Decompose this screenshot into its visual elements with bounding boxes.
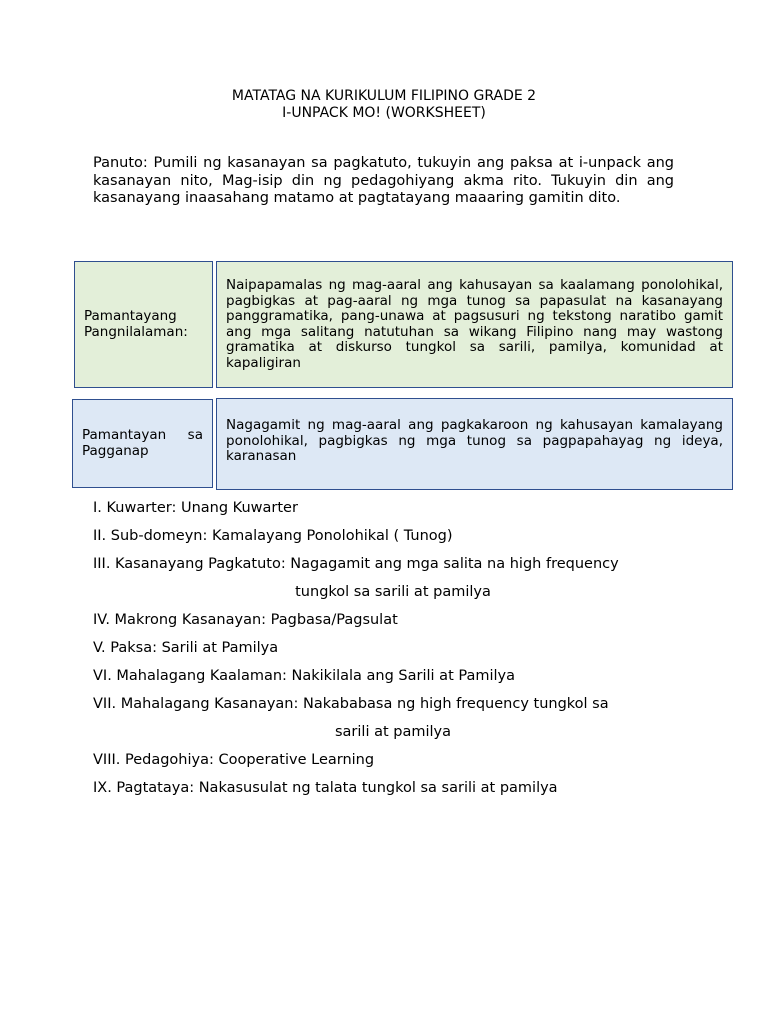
list-item: III. Kasanayang Pagkatuto: Nagagamit ang mga salita na high frequency xyxy=(93,556,619,572)
list-item: V. Paksa: Sarili at Pamilya xyxy=(93,640,279,656)
content-standard-text: Naipapamalas ng mag-aaral ang kahusayan sa kaalamang ponolohikal, pagbigkas at pag-aaral ng mga tunog sa papasulat na kasanayang panggramatika, pang-unawa at pagsusuri ng tekstong naratibo gamit ang mga salitang natutuhan sa wikang Filipino nang may wastong gramatika at diskurso tungkol sa sarili, pamilya, komunidad at kapaligiran xyxy=(226,277,723,371)
list-item-continuation: sarili at pamilya xyxy=(334,724,451,740)
worksheet-details-list xyxy=(93,498,693,806)
performance-standard-label-box xyxy=(72,399,213,488)
list-item: VIII. Pedagohiya: Cooperative Learning xyxy=(93,752,375,768)
performance-standard-text: Nagagamit ng mag-aaral ang pagkakaroon ng kahusayan kamalayang ponolohikal, pagbigkas ng mga tunog sa pagpapahayag ng ideya, karanasan xyxy=(226,417,723,464)
performance-standard-text-box xyxy=(216,398,733,490)
content-standard-label: Pamantayang Pangnilalaman: xyxy=(84,308,188,340)
document-title: MATATAG NA KURIKULUM FILIPINO GRADE 2 xyxy=(231,88,537,104)
content-standard-label-box xyxy=(74,261,213,388)
list-item-continuation: tungkol sa sarili at pamilya xyxy=(295,584,491,600)
list-item: IV. Makrong Kasanayan: Pagbasa/Pagsulat xyxy=(93,612,398,628)
list-item: VI. Mahalagang Kaalaman: Nakikilala ang Sarili at Pamilya xyxy=(93,668,515,684)
instructions-paragraph: Panuto: Pumili ng kasanayan sa pagkatuto, tukuyin ang paksa at i-unpack ang kasanayan nito, Mag-isip din ng pedagohiyang akma rito. Tukuyin din ang kasanayang inaasahang matamo at pagtatayang maaaring gamitin dito. xyxy=(93,155,674,206)
list-item: II. Sub-domeyn: Kamalayang Ponolohikal ( Tunog) xyxy=(93,528,453,544)
performance-standard-label: Pamantayan sa Pagganap xyxy=(82,427,203,459)
content-standard-text-box xyxy=(216,261,733,388)
list-item: IX. Pagtataya: Nakasusulat ng talata tungkol sa sarili at pamilya xyxy=(93,780,558,796)
document-subtitle: I-UNPACK MO! (WORKSHEET) xyxy=(282,105,486,121)
list-item: I. Kuwarter: Unang Kuwarter xyxy=(93,500,298,516)
list-item: VII. Mahalagang Kasanayan: Nakababasa ng high frequency tungkol sa xyxy=(93,696,609,712)
